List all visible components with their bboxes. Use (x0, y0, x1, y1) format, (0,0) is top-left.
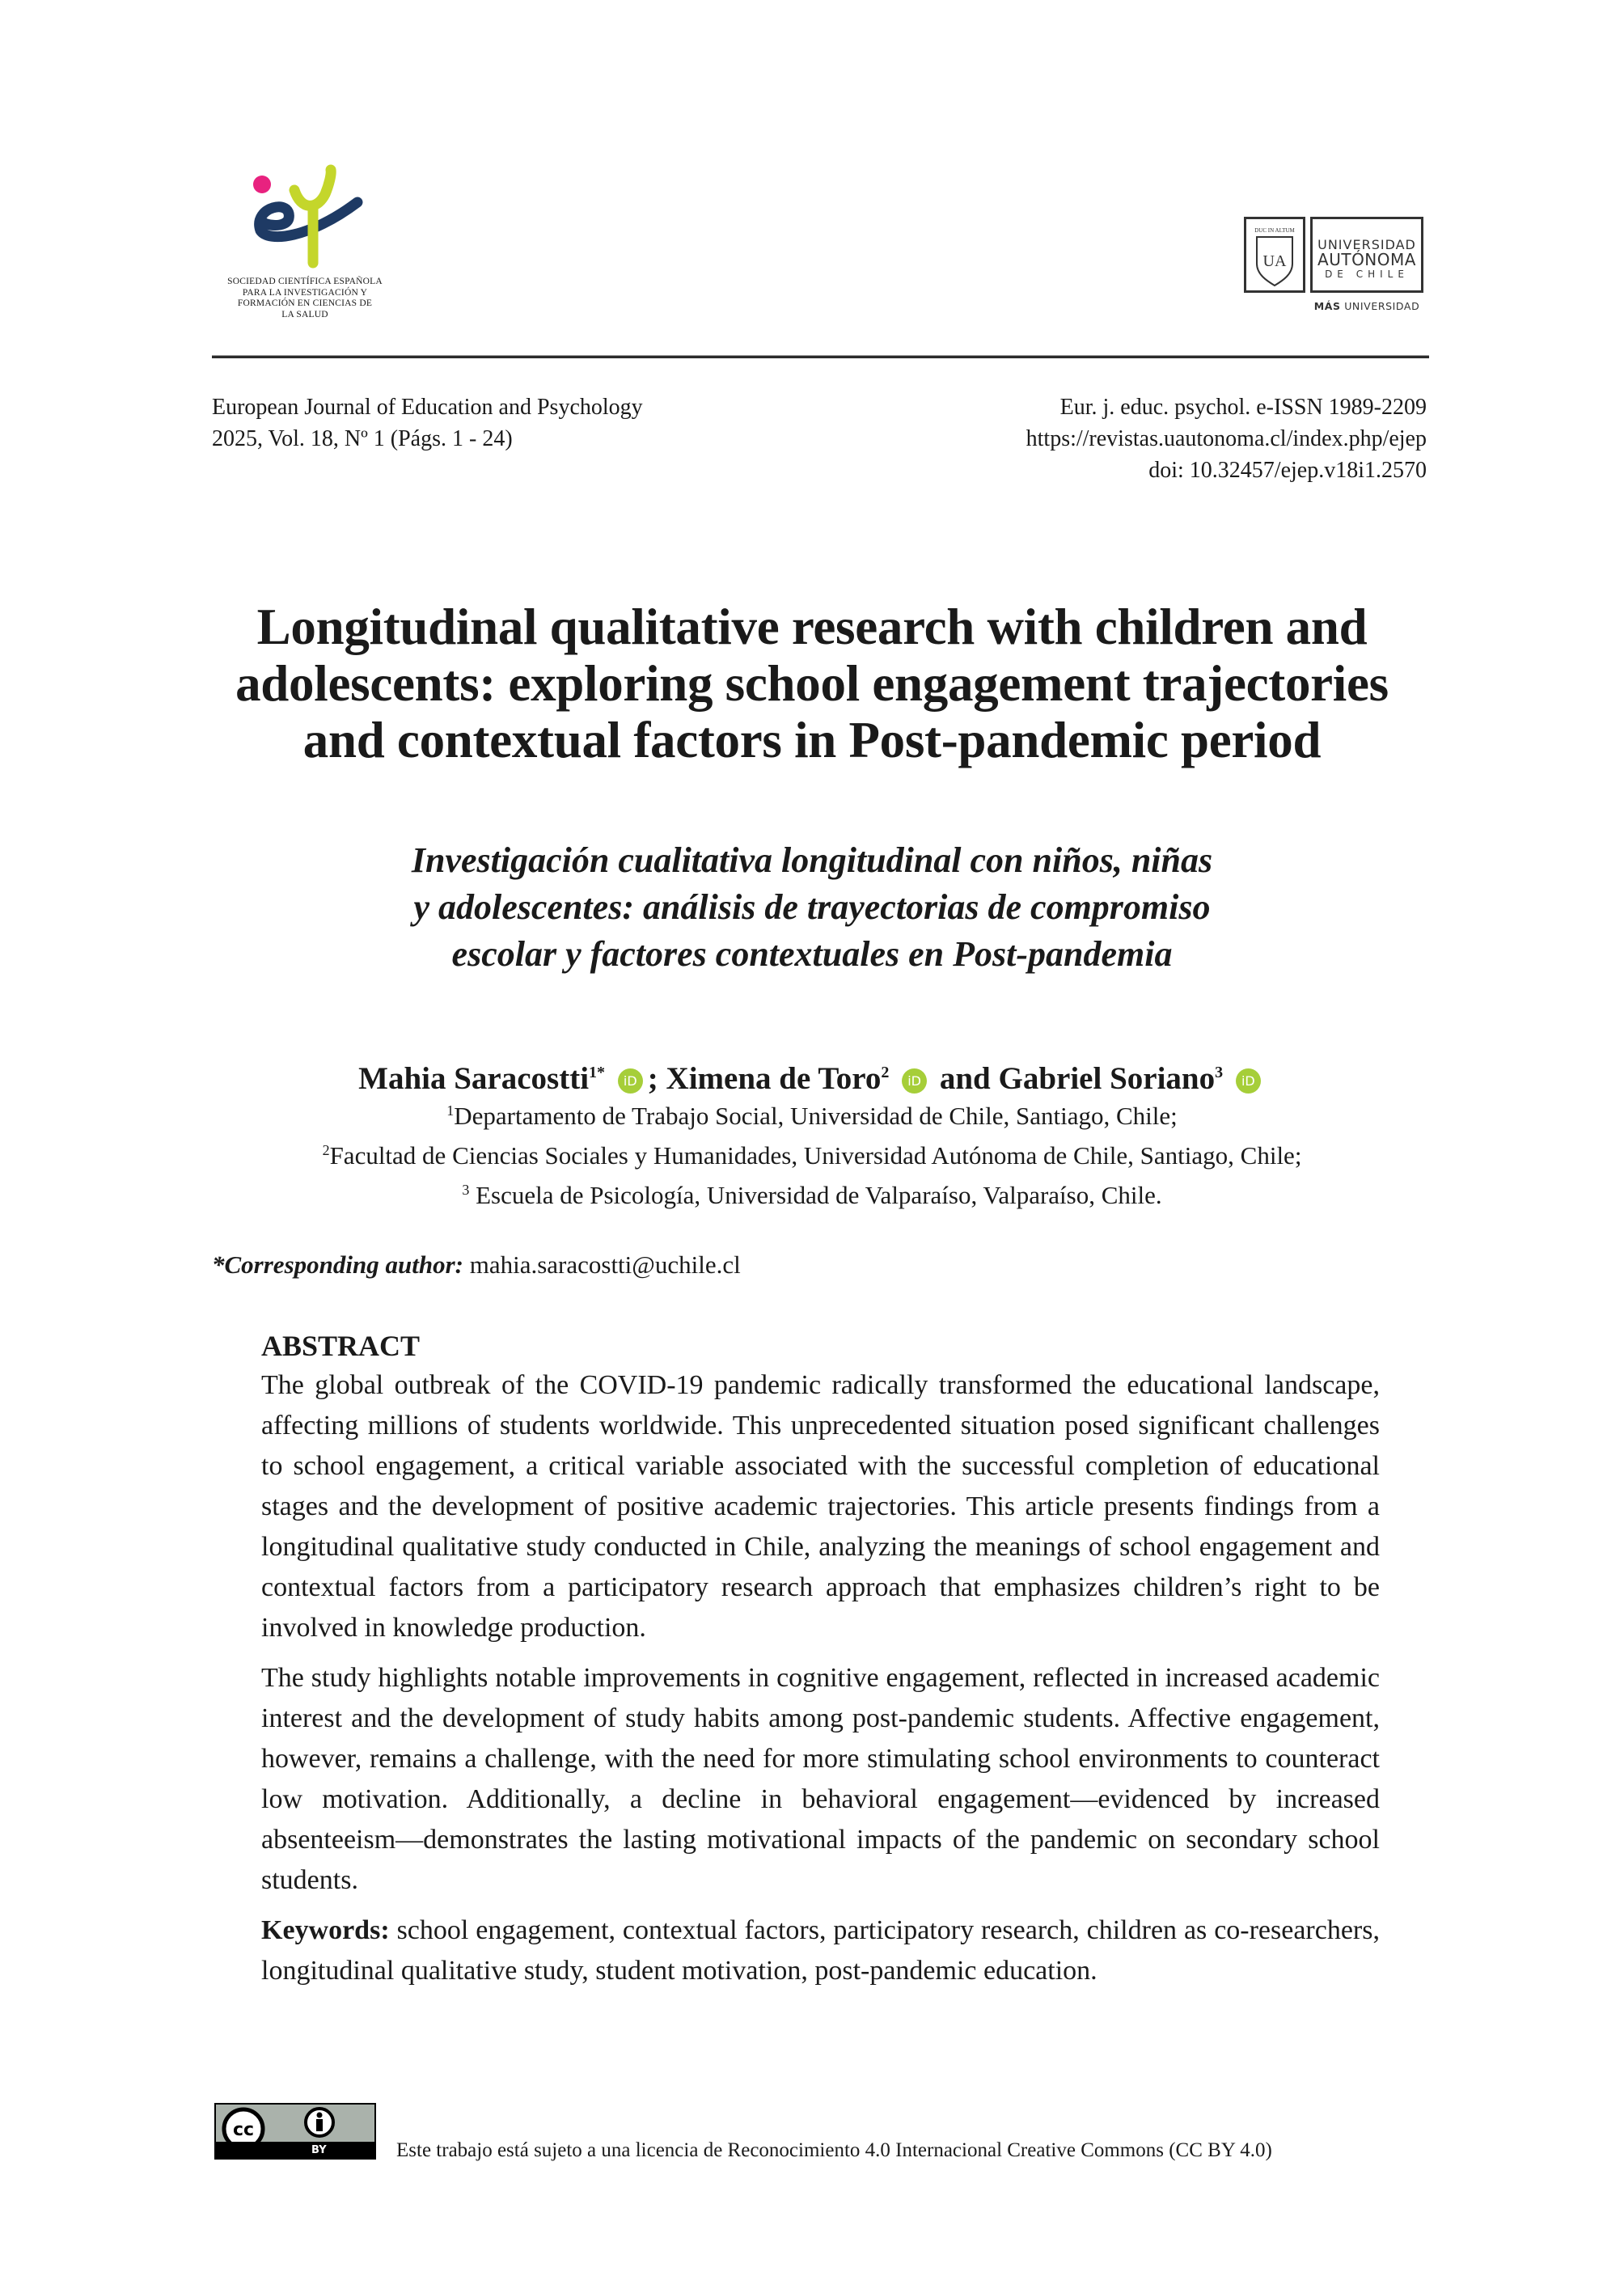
university-name-line1: UNIVERSIDAD (1317, 237, 1416, 252)
author-sup: 2 (881, 1064, 890, 1081)
author-name: Gabriel Soriano (998, 1061, 1216, 1096)
affiliation (162, 1173, 1462, 1212)
cc-by-icon (216, 2105, 374, 2145)
orcid-icon[interactable]: iD (1236, 1068, 1261, 1094)
journal-doi[interactable]: doi: 10.32457/ejep.v18i1.2570 (1148, 458, 1427, 483)
org-name-line: SOCIEDAD CIENTÍFICA ESPAÑOLA (227, 277, 383, 286)
org-name-line: FORMACIÓN EN CIENCIAS DE (237, 298, 373, 308)
author-sup: 1* (589, 1064, 606, 1081)
org-name-line: LA SALUD (281, 309, 328, 319)
affiliations (162, 1094, 1462, 1212)
corresponding-label: *Corresponding author: (212, 1250, 463, 1279)
corresponding-email[interactable]: mahia.saracostti@uchile.cl (469, 1250, 741, 1279)
university-tagline (1310, 300, 1423, 312)
journal-name: European Journal of Education and Psychology (212, 395, 643, 420)
motto-text: DUC IN ALTUM (1254, 227, 1295, 234)
author-sep: ; (647, 1061, 658, 1096)
title-line: Longitudinal qualitative research with children and (256, 599, 1368, 655)
journal-info-right (1026, 391, 1427, 486)
title-line: adolescents: exploring school engagement trajectories (235, 655, 1389, 712)
ey-logo-mark-icon (244, 162, 366, 275)
keywords-label: Keywords: (261, 1915, 390, 1945)
subtitle-line: escolar y factores contextuales en Post-pandemia (451, 934, 1173, 974)
university-logo (1244, 214, 1427, 315)
org-name-line: PARA LA INVESTIGACIÓN Y (242, 287, 368, 298)
abstract-paragraph: The study highlights notable improvements in cognitive engagement, reflected in increased academic interest and the development of study habits among post-pandemic students. Affective engagement, however, remains a challenge, with the need for more stimulating school environments to counteract low motivation. Additionally, a decline in behavioral engagement—evidenced by increased absenteeism—demonstrates the lasting motivational impacts of the pandemic on secondary school students. (261, 1663, 1380, 1895)
orcid-icon[interactable]: iD (902, 1068, 927, 1094)
tagline-bold: MÁS (1313, 300, 1341, 312)
author-list (162, 1053, 1462, 1098)
university-name-line3: DE CHILE (1325, 269, 1409, 280)
society-logo (212, 162, 398, 332)
article-title (162, 599, 1462, 768)
orcid-icon[interactable]: iD (618, 1068, 643, 1094)
article-subtitle (243, 837, 1381, 978)
author-sup: 3 (1215, 1064, 1224, 1081)
journal-info-left (212, 391, 643, 455)
keywords (261, 1910, 1380, 1991)
affiliation-sup: 1 (446, 1102, 455, 1119)
journal-issn: Eur. j. educ. psychol. e-ISSN 1989-2209 (1059, 395, 1427, 420)
ua-name-box (1310, 217, 1423, 293)
university-name-line2: AUTÓNOMA (1317, 250, 1416, 269)
affiliation (162, 1094, 1462, 1133)
header-divider (212, 355, 1429, 358)
cc-text: cc (232, 2120, 255, 2140)
author-name: Mahia Saracostti (358, 1061, 590, 1096)
by-label: BY (311, 2144, 327, 2156)
shield-icon (1246, 219, 1303, 290)
author-name: Ximena de Toro (666, 1061, 882, 1096)
cc-by-badge[interactable] (214, 2103, 376, 2160)
title-line: and contextual factors in Post-pandemic period (302, 712, 1322, 768)
affiliation-text: Escuela de Psicología, Universidad de Valparaíso, Valparaíso, Chile. (469, 1181, 1162, 1209)
tagline-rest: UNIVERSIDAD (1344, 300, 1420, 312)
subtitle-line: y adolescentes: análisis de trayectorias de compromiso (413, 887, 1211, 927)
abstract-paragraph: The global outbreak of the COVID-19 pandemic radically transformed the educational landscape, affecting millions of students worldwide. This unprecedented situation posed significant challenges to school engagement, a critical variable associated with the successful completion of educational stages and the development of positive academic trajectories. This article presents findings from a longitudinal qualitative study conducted in Chile, analyzing the meanings of school engagement and contextual factors from a participatory research approach that emphasizes children’s right to be involved in knowledge production. (261, 1370, 1380, 1643)
shield-initials: UA (1262, 252, 1287, 270)
author-sep: and (939, 1061, 991, 1096)
subtitle-line: Investigación cualitativa longitudinal con niños, niñas (411, 840, 1213, 880)
cc-bar (216, 2142, 374, 2158)
journal-url[interactable]: https://revistas.uautonoma.cl/index.php/ejep (1026, 426, 1427, 451)
ua-shield-box (1244, 217, 1305, 293)
affiliation-sup: 2 (322, 1142, 330, 1158)
journal-volume: 2025, Vol. 18, Nº 1 (Págs. 1 - 24) (212, 426, 513, 451)
abstract-section (261, 1326, 1380, 2001)
corresponding-author (212, 1250, 741, 1280)
affiliation-text: Facultad de Ciencias Sociales y Humanidades, Universidad Autónoma de Chile, Santiago, Chile; (329, 1141, 1302, 1170)
license-text: Este trabajo está sujeto a una licencia de Reconocimiento 4.0 Internacional Creative Commons (CC BY 4.0) (396, 2139, 1272, 2161)
affiliation (162, 1133, 1462, 1173)
affiliation-text: Departamento de Trabajo Social, Universidad de Chile, Santiago, Chile; (454, 1102, 1178, 1130)
abstract-heading: ABSTRACT (261, 1330, 421, 1362)
affiliation-sup: 3 (462, 1182, 470, 1198)
keywords-text: school engagement, contextual factors, participatory research, children as co-researchers, longitudinal qualitative study, student motivation, post-pandemic education. (261, 1915, 1380, 1986)
